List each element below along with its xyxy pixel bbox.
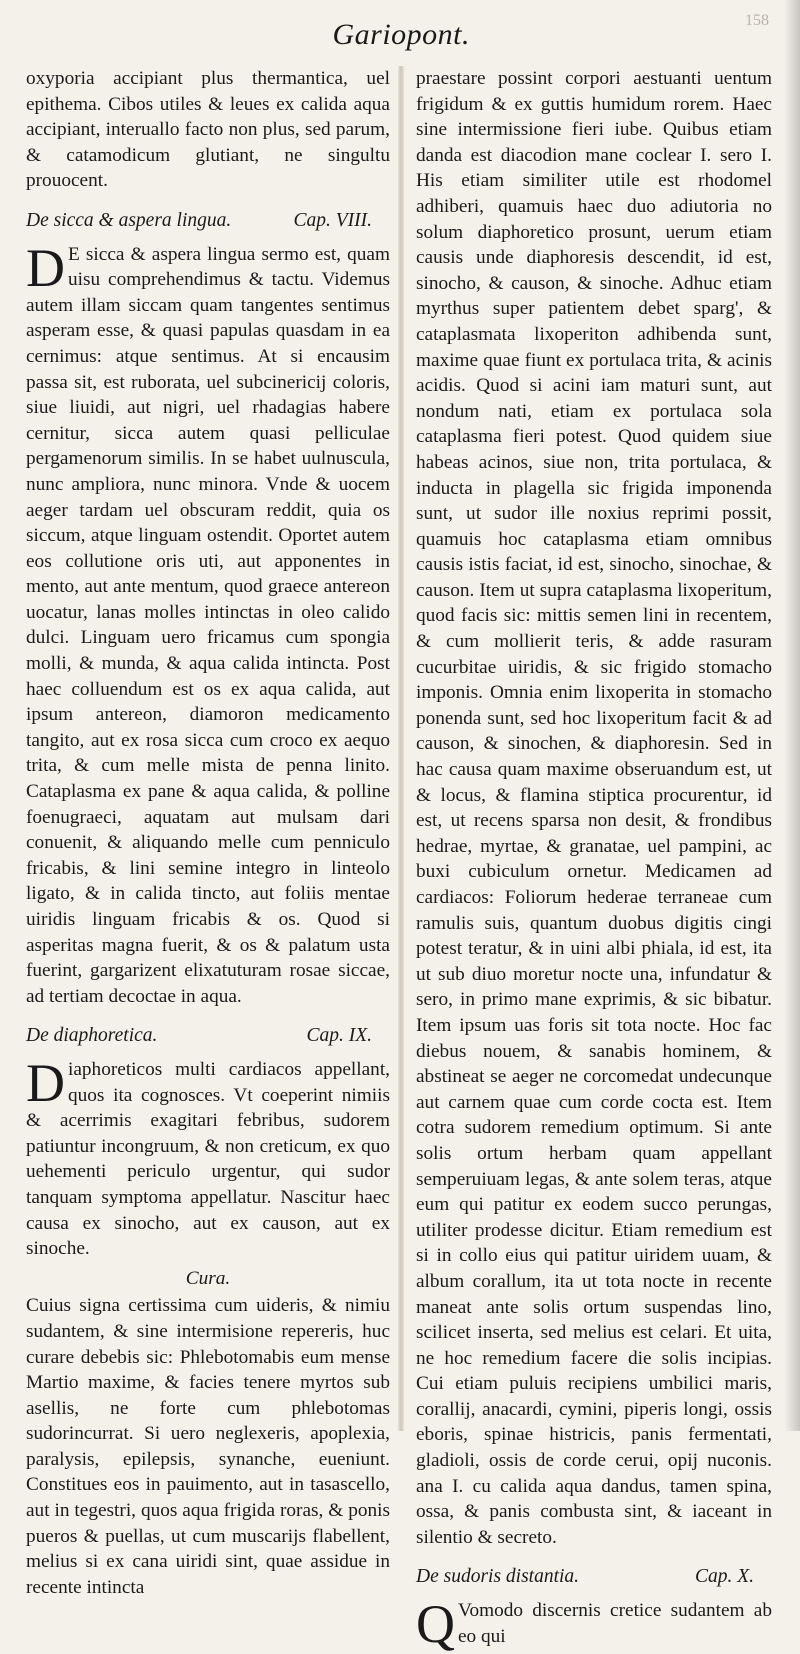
intro-paragraph: oxyporia accipiant plus thermantica, uel epithema. Cibos utiles & leues ex calida aqua accipiant, interuallo facto non plus, sed parum, & catamodicum glutiant, ne singultu prouocent. xyxy=(26,68,390,192)
page-edge-shadow xyxy=(784,0,800,1431)
chapter-8-heading xyxy=(26,208,390,234)
right-column-text: praestare possint corpori aestuanti uentum frigidum & ex guttis humidum rorem. Haec sine intermissione fieri iube. Quibus etiam danda est diacodion mane coclear I. sero I. His etiam similiter utile est rhodomel adhiberi, quamuis haec duo adiutoria no solum diaphoretico prosunt, uerum etiam causis unde diaphoresis descendit, id est, sinocho, & causon, & sinoche. Adhuc etiam myrthus super patientem debet sparg', & cataplasmata lixoperiton adhibenda sunt, maxime quae fiunt ex portulaca trita, & acinis acidis. Quod si acini iam maturi sunt, aut nondum nati, etiam ex portulaca sola cataplasma fieri potest. Quod quidem siue habeas acinos, siue non, trita portulaca, & inducta in plagella sic frigida imponenda sunt, ut sudor ille noxius reprimi possit, quamuis hoc cataplasma etiam omnibus causis istis faciat, id est, sinocho, sinochae, & causon. Item ut supra cataplasma lixoperitum, quod facis sic: mittis semen lini in recentem, & cum mollierit teris, & adde rasuram cucurbitae uiridis, & sic frigido stomacho imponis. Omnia enim lixoperita in stomacho ponenda sunt, sed hoc lixoperitum facit & ad causon, & sinochen, & diaphoresin. Sed in hac causa quam maxime obseruandum est, ut & locus, & flamina stiptica procurentur, id est, ut recens sparsa non desit, & frondibus hedrae, myrtae, & granatae, uel pampini, ac buxi cubiculum ornetur. Medicamen ad cardiacos: Foliorum hederae terraneae cum ramulis suis, quantum duobus digitis cingi potest teratur, & in uini albi phiala, id est, ita ut sub diuo moretur nocte una, infundatur & sero, in primo mane exprimis, & sic bibatur. Item ipsum uas foris sit tota nocte. Hoc fac diebus nouem, & sanabis hominem, & abstineat se aeger ne corcomedat undecunque aut carnem quae cum corde cocta est. Item cotra sudorem remedium optimum. Si ante solis ortum herbam quam appellant semperuiuam legas, & ante solem teras, atque eum qui patitur ex eodem succo perungas, utiliter prodesse dicitur. Etiam remedium est si in collo eius qui patitur uiridem uuam, & album corallum, ita ut tota nocte in recente maneat ante solis ortum suspendas lino, scilicet inserta, sed melius est celari. Et uita, ne hoc remedium facere die solis incipias. Cui etiam puluis recipiens umbilici maris, corallij, anacardi, cymini, piperis longi, ossis eboris, spinae histricis, panis fermentati, gladioli, ossis de corde cerui, opij nuconis. ana I. cu calida aqua dandus, tamen spina, ossa, & panis combusta sint, & iaceant in silentio & secreto. xyxy=(416,68,772,1548)
left-column xyxy=(26,66,390,1598)
chapter-10-number: Cap. X. xyxy=(694,1566,754,1588)
right-column xyxy=(416,66,772,1654)
chapter-10-heading xyxy=(416,1564,772,1590)
chapter-9-text: Diaphoreticos multi cardiacos appellant, quos ita cognosces. Vt coeperint nimiis & acerrimis exagitari febribus, sudorem patiuntur incongruum, & non creticum, ex quo uehementi periculo urgentur, qui sudor tanquam symptoma appellatur. Nascitur haec causa ex sinocho, aut ex causon, aut ex sinoche. xyxy=(26,1052,390,1260)
chapter-8-text: DE sicca & aspera lingua sermo est, quam uisu comprehendimus & tactu. Videmus autem illam siccam quam tangentes sentimus asperam esse, & quasi papulas quasdam in ea cernimus: atque sentimus. At si encausim passa sit, est ruborata, uel subcinericij coloris, siue liuidi, aut nigri, uel rhadagias habere cernitur, sicca autem quasi pelliculae pergamenorum similis. In se habet uulnuscula, nunc ampliora, nunc minora. Vnde & uocem aeger tardam uel obscuram reddit, quia os siccum, atque linguam ostendit. Oportet autem eos collutione oris uti, aut apponentes in mento, aut ante mentum, quod graece antereon uocatur, lanas molles intinctas in oleo calido dulci. Linguam uero fricamus cum spongia molli, & munda, & aqua calida intincta. Post haec colluendum est os ex aqua calida, aut ipsum antereon, diamoron medicamento tangito, aut ex rosa sicca cum croco ex aequo trita, & cum melle mista de penna linito. Cataplasma ex pane & aqua calida, & polline foenugraeci, aquatam aut mulsam dari conuenit, & aliquando melle cum penniculo fricabis, & lini semine integro in linteolo ligato, & in calida tincto, aut foliis mentae uiridis linguam fricabis & os. Quod si asperitas magna fuerit, & os & palatum usta fuerint, gargarizent elixatuturam rosae siccae, ad tertiam decoctae in aqua. xyxy=(26,237,390,1007)
chapter-9-title: De diaphoretica. xyxy=(26,1025,158,1047)
cura-subheading: Cura. xyxy=(185,1267,231,1289)
chapter-9-heading xyxy=(26,1023,390,1049)
cura-text: Cuius signa certissima cum uideris, & nimiu sudantem, & sine intermisione repereris, huc curare debebis sic: Phlebotomabis eum mense Martio maxime, & facies tenere myrtos sub asellis, ne forte cum phlebotomas sudorincurrat. Si uero neglexeris, apoplexia, paralysis, epilepsis, synanche, eueniunt. Constitues eos in pauimento, aut in tasascello, aut in tegestri, quos aqua frigida roras, & ponis pueros & puellas, ut cum muscarijs flabellent, melius si ex cana uiridi sint, quae assidue in recente intincta xyxy=(26,1295,390,1598)
column-gutter xyxy=(398,66,404,1431)
chapter-10-title: De sudoris distantia. xyxy=(416,1566,580,1588)
chapter-9-number: Cap. IX. xyxy=(306,1025,372,1047)
page-number: 158 xyxy=(745,12,769,29)
chapter-10-text: QVomodo discernis cretice sudantem ab eo qui xyxy=(416,1594,772,1654)
chapter-8-number: Cap. VIII. xyxy=(293,209,372,231)
chapter-8-title: De sicca & aspera lingua. xyxy=(26,209,232,231)
running-head: Gariopont. xyxy=(332,18,470,51)
